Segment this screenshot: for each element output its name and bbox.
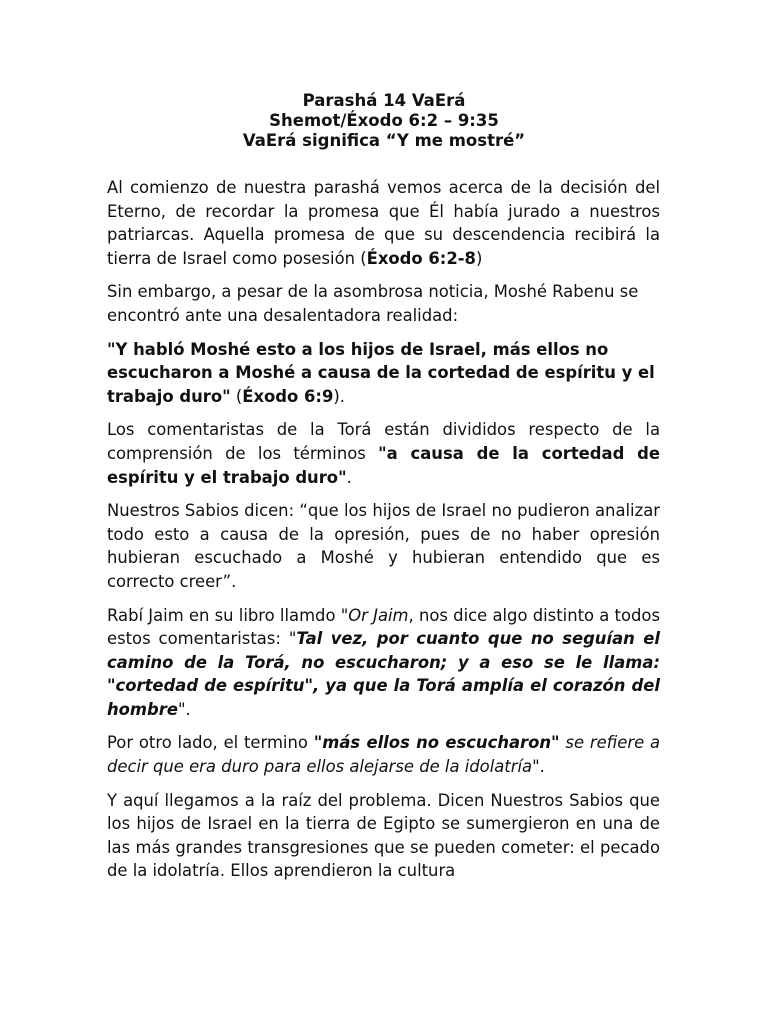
paragraph-3-reference: Éxodo 6:9 (242, 386, 334, 406)
paragraph-3-quote: "Y habló Moshé esto a los hijos de Israel, más ellos no escucharon a Moshé a causa de la cortedad de espíritu y el trabajo duro" (107, 339, 655, 406)
paragraph-6-text-2: , nos dice algo distinto a todos estos comentaristas: " (107, 605, 660, 649)
paragraph-6 (107, 604, 660, 722)
paragraph-1-reference: Éxodo 6:2-8 (366, 248, 476, 268)
paragraph-4-quote: "a causa de la cortedad de espíritu y el trabajo duro" (107, 443, 660, 487)
title-line-meaning: VaErá significa “Y me mostré” (242, 131, 526, 150)
paragraph-7-end: ". (532, 757, 545, 777)
title-line-reference: Shemot/Éxodo 6:2 – 9:35 (269, 111, 499, 130)
paragraph-6-end: ". (177, 699, 191, 719)
paragraph-7-quote: "más ellos no escucharon" (313, 733, 560, 753)
paragraph-6-text-1: Rabí Jaim en su libro llamdo " (107, 605, 349, 625)
paragraph-1-end: ) (475, 248, 483, 268)
paragraph-2-text: Sin embargo, a pesar de la asombrosa noticia, Moshé Rabenu se encontró ante una desalentadora realidad: (107, 282, 639, 325)
paragraph-1-text: Al comienzo de nuestra parashá vemos acerca de la decisión del Eterno, de recordar la promesa que Él había jurado a nuestros patriarcas. Aquella promesa de que su descendencia recibirá la tierra de Israel como posesión ( (107, 178, 660, 268)
paragraph-3-open: ( (230, 386, 243, 406)
paragraph-4 (107, 418, 660, 489)
paragraph-8-text: Y aquí llegamos a la raíz del problema. Dicen Nuestros Sabios que los hijos de Israel en la tierra de Egipto se sumergieron en una de las más grandes transgresiones que se pueden cometer: el pecado de la idolatría. Ellos aprendieron la cultura (107, 790, 660, 881)
paragraph-8 (107, 789, 660, 883)
paragraph-6-book-title: Or Jaim (348, 605, 409, 625)
title-line-parasha: Parashá 14 VaErá (302, 91, 466, 110)
paragraph-5-text: Nuestros Sabios dicen: “que los hijos de Israel no pudieron analizar todo esto a causa de la opresión, pues de no haber opresión hubieran escuchado a Moshé y hubieran entendido que es correcto creer”. (107, 501, 660, 591)
paragraph-7-italic: se refiere a decir que era duro para ellos alejarse de la idolatría (107, 733, 661, 777)
paragraph-4-end: . (346, 467, 352, 487)
paragraph-3 (107, 338, 660, 409)
document-title (0, 91, 768, 151)
paragraph-7-text-1: Por otro lado, el termino (107, 733, 314, 753)
paragraph-5 (107, 499, 660, 593)
paragraph-6-quote: Tal vez, por cuanto que no seguían el camino de la Torá, no escucharon; y a eso se le llama: "cortedad de espíritu", ya que la Torá amplía el corazón del hombre (107, 629, 661, 719)
paragraph-7 (107, 731, 660, 778)
paragraph-3-end: ). (333, 386, 345, 406)
paragraph-2 (107, 280, 660, 327)
paragraph-1 (107, 176, 660, 270)
paragraph-4-text: Los comentaristas de la Torá están divididos respecto de la comprensión de los términos (107, 420, 660, 463)
document-body (107, 176, 660, 883)
